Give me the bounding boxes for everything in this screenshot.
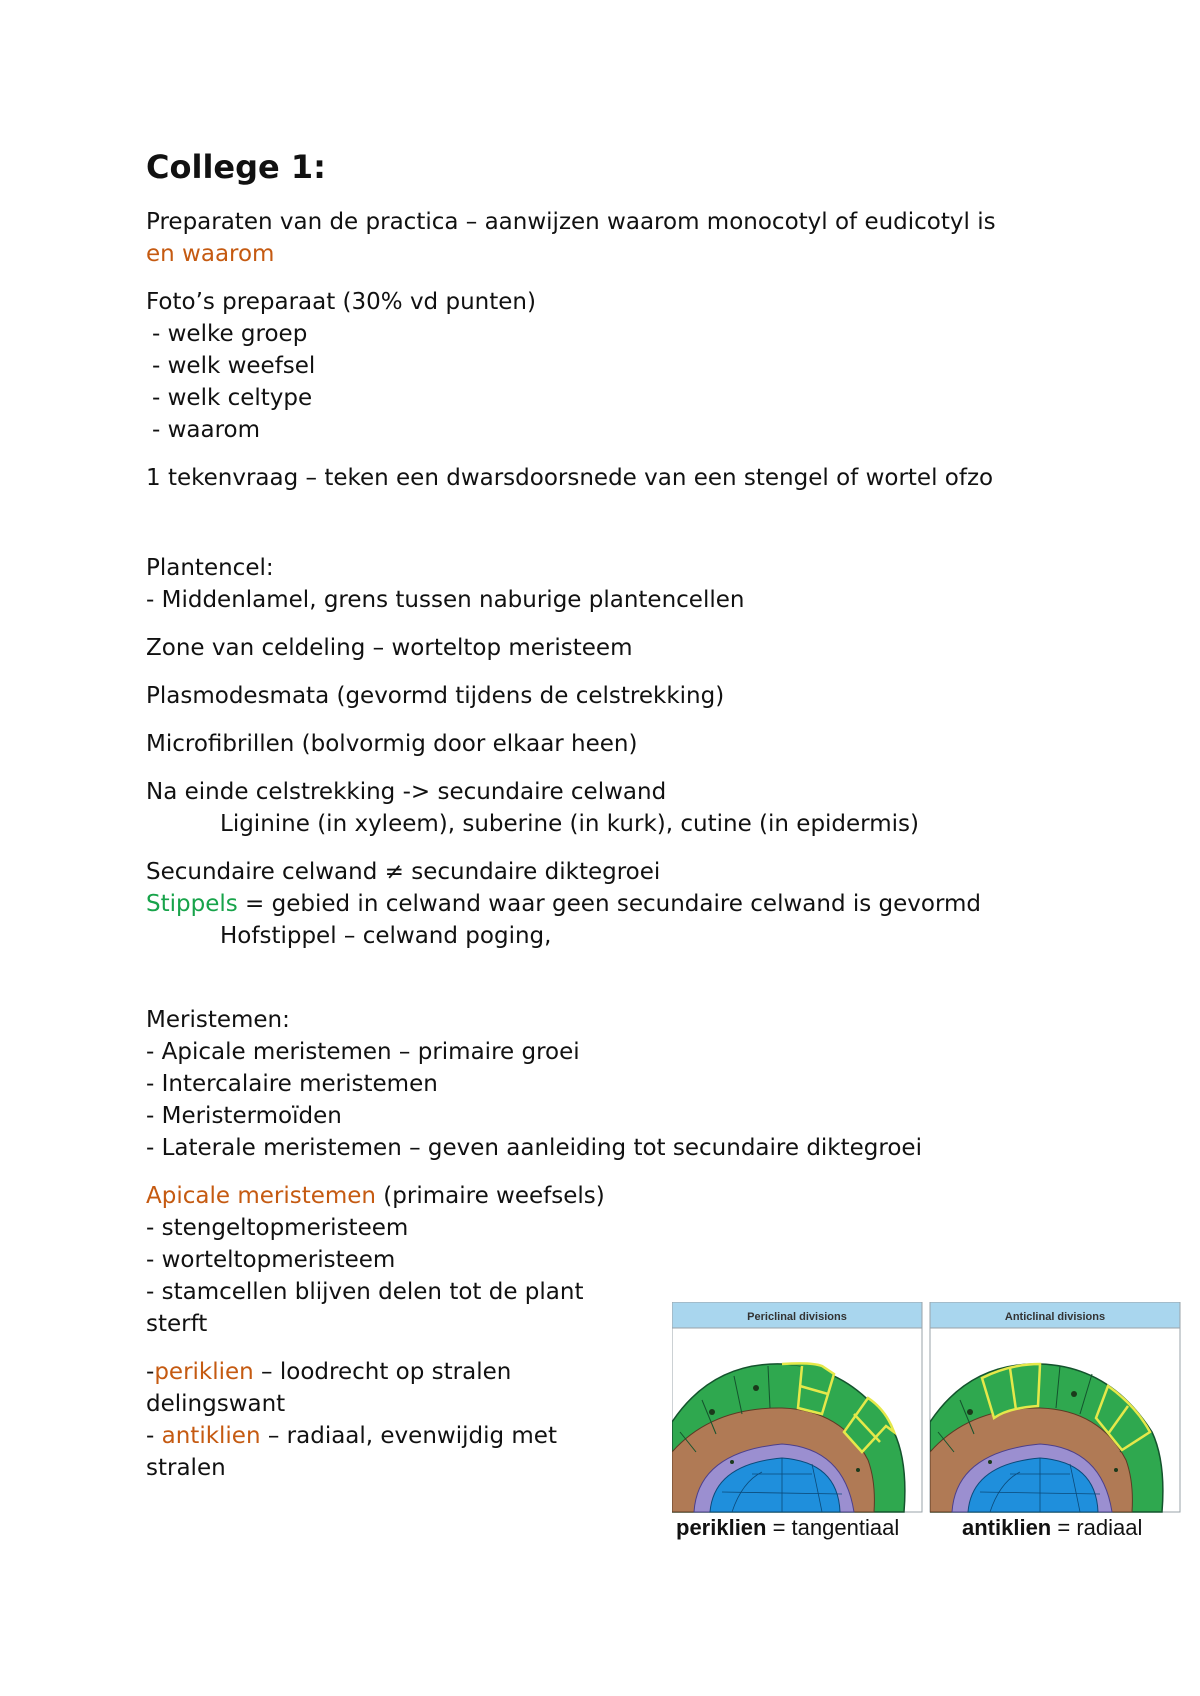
division-section (146, 1356, 626, 1484)
secondary-section (146, 856, 1086, 952)
plantcell-section (146, 552, 1086, 616)
meristems-section (146, 1004, 1086, 1164)
caption-anticlinal (962, 1515, 1142, 1541)
pits-term: Stippels (146, 891, 238, 917)
apical-term: Apicale meristemen (146, 1183, 376, 1209)
list-item: - welk celtype (152, 385, 313, 411)
intro-line: Preparaten van de practica – aanwijzen waarom monocotyl of eudicotyl is (146, 209, 996, 235)
apical-column (146, 1180, 626, 1484)
pits-sub: Hofstippel – celwand poging, (220, 923, 552, 949)
plantcell-heading: Plantencel: (146, 555, 274, 581)
caption-anticlinal-rest: = radiaal (1051, 1515, 1143, 1540)
meristems-heading: Meristemen: (146, 1007, 290, 1033)
microfibrils-line: Microfibrillen (bolvormig door elkaar heen) (146, 731, 638, 757)
photo-heading: Foto’s preparaat (30% vd punten) (146, 289, 536, 315)
document-body (146, 140, 1086, 1500)
anticlinal-panel (930, 1302, 1180, 1512)
list-item: - stengeltopmeristeem (146, 1215, 409, 1241)
end-stretch-sub: Liginine (in xyleem), suberine (in kurk), cutine (in epidermis) (220, 811, 919, 837)
periclinal-panel-title: Periclinal divisions (747, 1311, 847, 1323)
zone-line: Zone van celdeling – worteltop meristeem (146, 635, 633, 661)
anticlinal-rest: – radiaal, evenwijdig met (260, 1423, 557, 1449)
pits-def: = gebied in celwand waar geen secundaire celwand is gevormd (237, 891, 982, 917)
list-item: - Intercalaire meristemen (146, 1071, 438, 1097)
anticlinal-line-2: stralen (146, 1455, 226, 1481)
periclinal-panel (672, 1302, 922, 1512)
caption-periclinal-rest: = tangentiaal (766, 1515, 900, 1540)
caption-periclinal-term: periklien (676, 1515, 767, 1540)
periclinal-term: periklien (154, 1359, 254, 1385)
list-item: - Apicale meristemen – primaire groei (146, 1039, 580, 1065)
drawing-question: 1 tekenvraag – teken een dwarsdoorsnede van een stengel of wortel ofzo (146, 465, 994, 491)
end-stretch-section (146, 776, 1086, 840)
photo-section (146, 286, 1086, 446)
page-title: College 1: (146, 148, 326, 186)
periclinal-rest: – loodrecht op stralen (253, 1359, 512, 1385)
end-stretch-line: Na einde celstrekking -> secundaire celwand (146, 779, 667, 805)
stemcell-line-2: sterft (146, 1311, 208, 1337)
list-item: - waarom (152, 417, 261, 443)
list-item: - welk weefsel (152, 353, 316, 379)
secondary-line: Secundaire celwand ≠ secundaire diktegroei (146, 859, 661, 885)
intro-paragraph (146, 206, 1086, 270)
caption-anticlinal-term: antiklien (962, 1515, 1052, 1540)
periclinal-prefix: - (146, 1359, 155, 1385)
pits-line (146, 888, 1086, 920)
plasmodesmata-line: Plasmodesmata (gevormd tijdens de celstrekking) (146, 683, 725, 709)
list-item: - welke groep (152, 321, 308, 347)
apical-rest: (primaire weefsels) (376, 1183, 605, 1209)
anticlinal-term: antiklien (161, 1423, 261, 1449)
list-item: - Meristermoïden (146, 1103, 342, 1129)
periclinal-line-2: delingswant (146, 1391, 286, 1417)
anticlinal-line (146, 1420, 626, 1452)
anticlinal-prefix: - (146, 1423, 162, 1449)
division-diagram (672, 1302, 1182, 1514)
list-item: - Middenlamel, grens tussen naburige plantencellen (146, 587, 745, 613)
intro-highlight: en waarom (146, 241, 275, 267)
apical-heading (146, 1180, 626, 1212)
caption-periclinal (676, 1515, 899, 1541)
anticlinal-panel-title: Anticlinal divisions (1004, 1311, 1106, 1323)
periclinal-line (146, 1356, 626, 1388)
apical-section (146, 1180, 626, 1340)
list-item: - worteltopmeristeem (146, 1247, 396, 1273)
list-item: - Laterale meristemen – geven aanleiding tot secundaire diktegroei (146, 1135, 922, 1161)
stemcell-line: - stamcellen blijven delen tot de plant (146, 1279, 584, 1305)
